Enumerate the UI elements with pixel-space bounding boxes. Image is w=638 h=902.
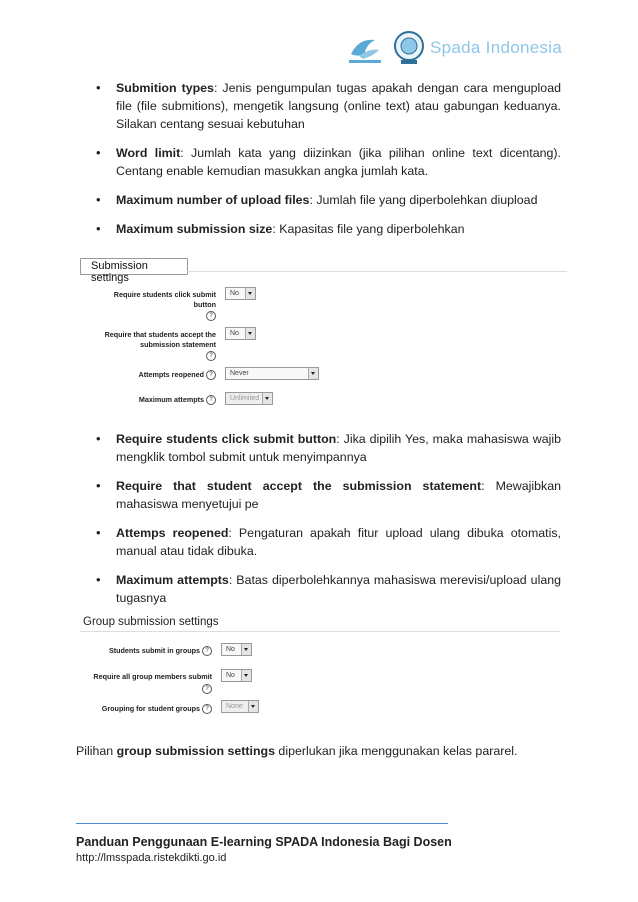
chevron-down-icon — [241, 644, 251, 655]
list-item: • Word limit: Jumlah kata yang diizinkan (jika pilihan online text dicentang). Centang enable kemudian masukkan angka jumlah kata. — [78, 144, 561, 180]
field-label: Require that students accept the submission statement — [104, 330, 216, 349]
list-item: • Submition types: Jenis pengumpulan tugas apakah dengan cara mengupload file (file submitions), mengetik langsung (online text) atau gabungan keduanya. Silakan centang sesuai kebutuhan — [78, 79, 561, 133]
require-submit-select[interactable]: No — [225, 287, 256, 300]
seal-logo — [392, 30, 426, 66]
group-settings-legend[interactable]: Group submission settings — [83, 616, 219, 628]
help-icon[interactable]: ? — [206, 351, 216, 361]
field-label: Students submit in groups — [108, 646, 200, 655]
submit-in-groups-select[interactable]: No — [221, 643, 252, 656]
field-label: Grouping for student groups — [101, 704, 200, 713]
chevron-down-icon — [245, 288, 255, 299]
list-item: • Require students click submit button: Jika dipilih Yes, maka mahasiswa wajib mengklik tombol submit untuk menyimpannya — [78, 430, 561, 466]
chevron-down-icon — [262, 393, 272, 404]
group-settings-paragraph: Pilihan group submission settings diperlukan jika menggunakan kelas pararel. — [76, 744, 518, 758]
submission-settings-list — [78, 430, 561, 607]
divider — [80, 631, 560, 632]
chevron-down-icon — [248, 701, 258, 712]
footer-title: Panduan Penggunaan E-learning SPADA Indonesia Bagi Dosen — [76, 835, 452, 849]
field-label: Require all group members submit — [93, 672, 212, 681]
list-item: • Attemps reopened: Pengaturan apakah fitur upload ulang dibuka otomatis, manual atau tidak dibuka. — [78, 524, 561, 560]
ristekdikti-logo — [345, 32, 385, 66]
help-icon[interactable]: ? — [202, 704, 212, 714]
brand-name: Spada Indonesia — [430, 38, 563, 57]
help-icon[interactable]: ? — [202, 646, 212, 656]
chevron-down-icon — [245, 328, 255, 339]
list-item: • Require that student accept the submission statement: Mewajibkan mahasiswa menyetujui pe — [78, 477, 561, 513]
divider — [187, 271, 567, 272]
attempts-reopened-select[interactable]: Never — [225, 367, 319, 380]
field-label: Attempts reopened — [138, 370, 204, 379]
maximum-attempts-select[interactable]: Unlimited — [225, 392, 273, 405]
help-icon[interactable]: ? — [206, 370, 216, 380]
footer-rule — [76, 823, 448, 824]
field-label: Maximum attempts — [138, 395, 204, 404]
footer-url[interactable]: http://lmsspada.ristekdikti.go.id — [76, 852, 227, 864]
all-members-submit-select[interactable]: No — [221, 669, 252, 682]
submission-types-list — [78, 79, 561, 238]
field-label: Require students click submit button — [113, 290, 216, 309]
help-icon[interactable]: ? — [206, 395, 216, 405]
chevron-down-icon — [241, 670, 251, 681]
grouping-select[interactable]: None — [221, 700, 259, 713]
help-icon[interactable]: ? — [206, 311, 216, 321]
list-item: • Maximum attempts: Batas diperbolehkannya mahasiswa merevisi/upload ulang tugasnya — [78, 571, 561, 607]
list-item: • Maximum number of upload files: Jumlah file yang diperbolehkan diupload — [78, 191, 561, 209]
help-icon[interactable]: ? — [202, 684, 212, 694]
chevron-down-icon — [308, 368, 318, 379]
submission-statement-select[interactable]: No — [225, 327, 256, 340]
list-item: • Maximum submission size: Kapasitas file yang diperbolehkan — [78, 220, 561, 238]
submission-settings-legend[interactable]: Submission settings — [80, 258, 188, 275]
